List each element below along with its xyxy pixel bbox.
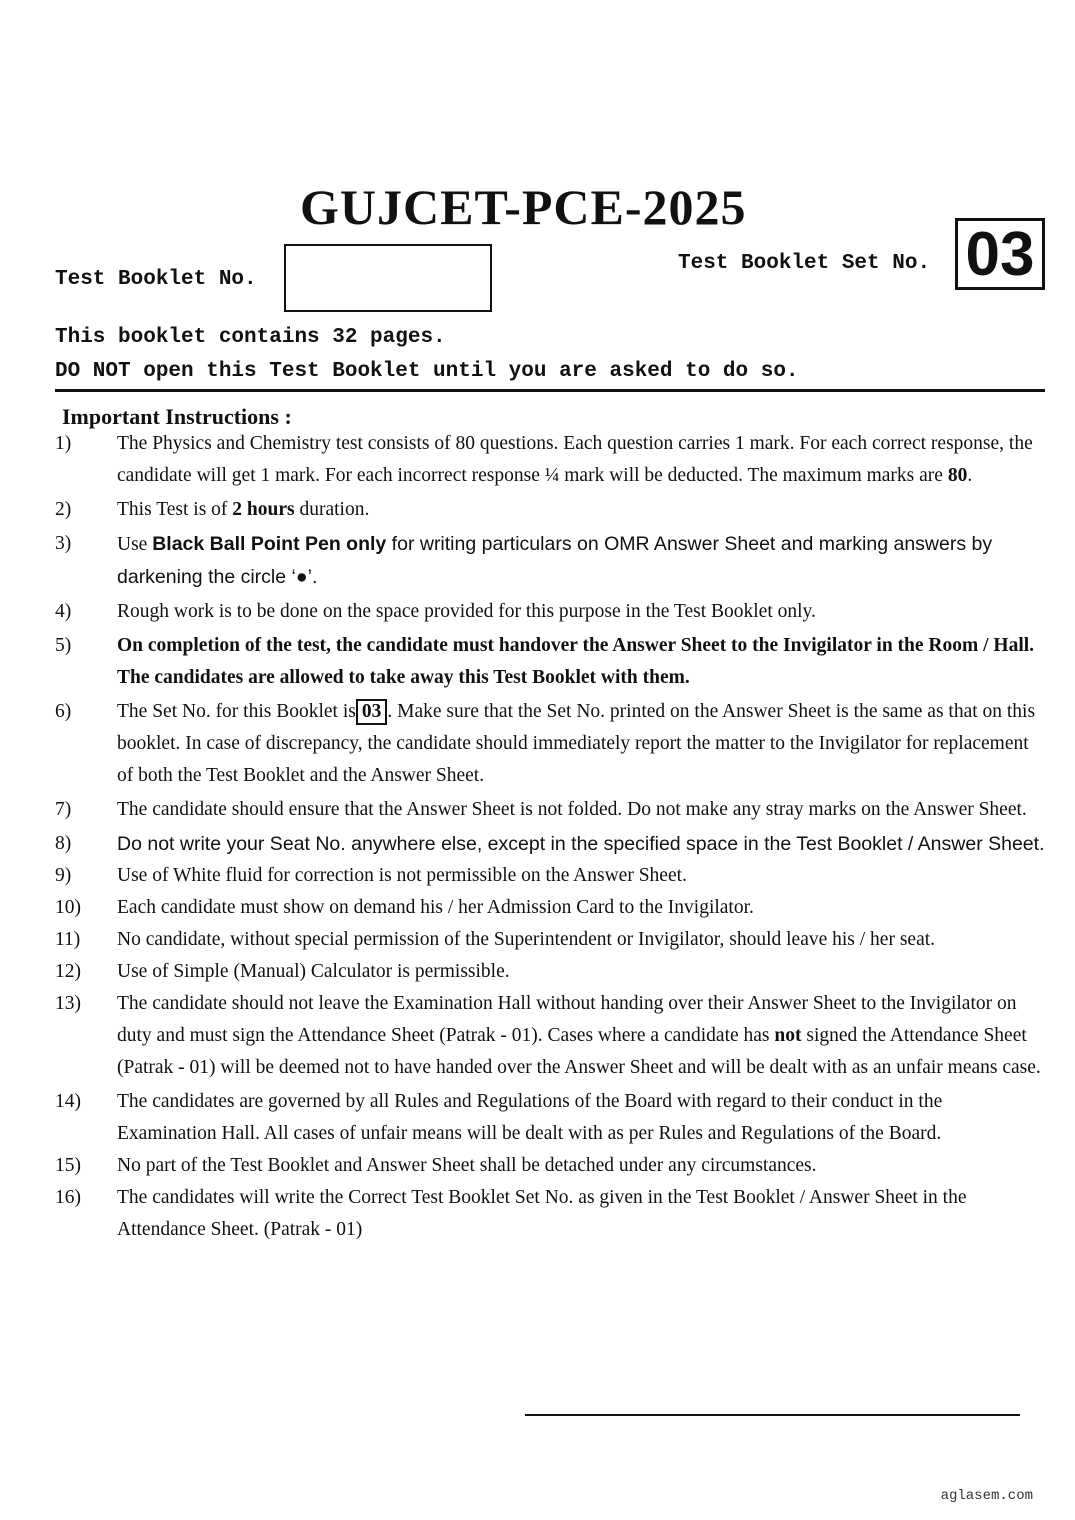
instructions-list: [55, 428, 1045, 1246]
instruction-item: [55, 860, 1045, 892]
pen-requirement: Black Ball Point Pen only: [152, 533, 387, 555]
instruction-text-part: Use: [117, 534, 153, 555]
instruction-text: Each candidate must show on demand his / her Admission Card to the Invigilator.: [117, 897, 754, 918]
instruction-text: Use of Simple (Manual) Calculator is permissible.: [117, 961, 510, 982]
instruction-number: 9): [55, 865, 72, 886]
instruction-number: 3): [55, 533, 72, 554]
duration: 2 hours: [232, 499, 295, 520]
instruction-text: [117, 528, 1045, 594]
instruction-text: Use of White fluid for correction is not permissible on the Answer Sheet.: [117, 865, 687, 886]
instruction-text-part: .: [967, 465, 973, 486]
instruction-number: 5): [55, 635, 72, 656]
instruction-number: 14): [55, 1091, 81, 1112]
bottom-divider: [525, 1414, 1020, 1416]
instruction-item: [55, 494, 1045, 526]
instruction-item: [55, 892, 1045, 924]
instruction-item: [55, 428, 1045, 492]
instruction-text: No part of the Test Booklet and Answer Sheet shall be detached under any circumstances.: [117, 1155, 817, 1176]
divider: [55, 389, 1045, 392]
instruction-number: 7): [55, 799, 72, 820]
instruction-text-part: This Test is of: [117, 499, 233, 520]
instruction-item: [55, 596, 1045, 628]
instruction-text-part: duration.: [294, 499, 370, 520]
instruction-item: [55, 1150, 1045, 1182]
instruction-number: 6): [55, 701, 72, 722]
instruction-number: 11): [55, 929, 81, 950]
instruction-text: Do not write your Seat No. anywhere else, except in the specified space in the Test Booklet / Answer Sheet.: [117, 833, 1045, 855]
instruction-number: 16): [55, 1187, 81, 1208]
instruction-text: The candidates will write the Correct Test Booklet Set No. as given in the Test Booklet / Answer Sheet in the Attendance Sheet. (Patrak - 01): [117, 1187, 967, 1240]
instruction-number: 10): [55, 897, 81, 918]
instruction-text-part: The Set No. for this Booklet is: [117, 701, 356, 722]
notice-page-count: This booklet contains 32 pages.: [55, 326, 446, 349]
test-booklet-no-label: Test Booklet No.: [55, 268, 257, 291]
instruction-number: 12): [55, 961, 81, 982]
watermark-footer: aglasem.com: [940, 1488, 1033, 1504]
page-title: GUJCET-PCE-2025: [300, 179, 747, 235]
instruction-item: [55, 528, 1045, 594]
instruction-item: [55, 1182, 1045, 1246]
instruction-text: The candidates are governed by all Rules and Regulations of the Board with regard to their conduct in the Examination Hall. All cases of unfair means will be dealt with as per Rules and Regulations of the Board.: [117, 1091, 943, 1144]
instruction-item: [55, 696, 1045, 792]
instruction-text: [117, 494, 1045, 526]
instruction-text-part: . Make sure that the Set No. printed on the Answer Sheet is the same as that on this booklet. In case of discrepancy, the candidate should immediately report the matter to the Invigilator for replacement of both the Test Booklet and the Answer Sheet.: [117, 701, 1036, 786]
test-booklet-set-label: Test Booklet Set No.: [678, 252, 931, 275]
instruction-number: 13): [55, 993, 81, 1014]
emphasis-not: not: [774, 1025, 802, 1046]
max-marks: 80: [947, 465, 968, 486]
instruction-text-part: The Physics and Chemistry test consists of 80 questions. Each question carries 1 mark. For each correct response, the candidate will get 1 mark. For each incorrect response ¼ mark will be deducted. The maximum marks are: [117, 433, 1033, 486]
instruction-item: [55, 924, 1045, 956]
set-number-box: 03: [356, 699, 388, 725]
instructions-heading: Important Instructions :: [62, 404, 292, 429]
instruction-item: [55, 988, 1045, 1084]
instruction-number: 4): [55, 601, 72, 622]
instruction-number: 1): [55, 433, 72, 454]
instruction-number: 15): [55, 1155, 81, 1176]
instruction-item: [55, 828, 1045, 860]
instruction-text: [117, 988, 1045, 1084]
instruction-text: Rough work is to be done on the space provided for this purpose in the Test Booklet only.: [117, 601, 816, 622]
instruction-text-part: signed the Attendance Sheet (Patrak - 01) will be deemed not to have handed over the Answer Sheet and will be dealt with as an unfair means case.: [117, 1025, 1041, 1078]
test-booklet-no-field[interactable]: [284, 244, 492, 312]
instruction-text: [117, 428, 1045, 492]
instruction-text: The candidate should ensure that the Answer Sheet is not folded. Do not make any stray marks on the Answer Sheet.: [117, 799, 1027, 820]
instruction-item: [55, 794, 1045, 826]
instruction-text: [117, 696, 1045, 792]
instruction-text-part: The candidate should not leave the Examination Hall without handing over their Answer Sheet to the Invigilator on duty and must sign the Attendance Sheet (Patrak - 01). Cases where a candidate has: [117, 993, 1017, 1046]
instruction-number: 8): [55, 833, 72, 854]
instruction-item: [55, 630, 1045, 694]
instruction-item: [55, 956, 1045, 988]
instruction-text: No candidate, without special permission of the Superintendent or Invigilator, should leave his / her seat.: [117, 929, 936, 950]
instruction-number: 2): [55, 499, 72, 520]
instruction-text: On completion of the test, the candidate must handover the Answer Sheet to the Invigilator in the Room / Hall. The candidates are allowed to take away this Test Booklet with them.: [117, 635, 1035, 688]
instruction-text-part: for writing particulars on OMR Answer Sheet and marking answers by darkening the circle ‘●’.: [117, 533, 993, 588]
notice-do-not-open: DO NOT open this Test Booklet until you are asked to do so.: [55, 360, 799, 383]
instruction-item: [55, 1086, 1045, 1150]
test-booklet-set-number: 03: [955, 218, 1045, 290]
